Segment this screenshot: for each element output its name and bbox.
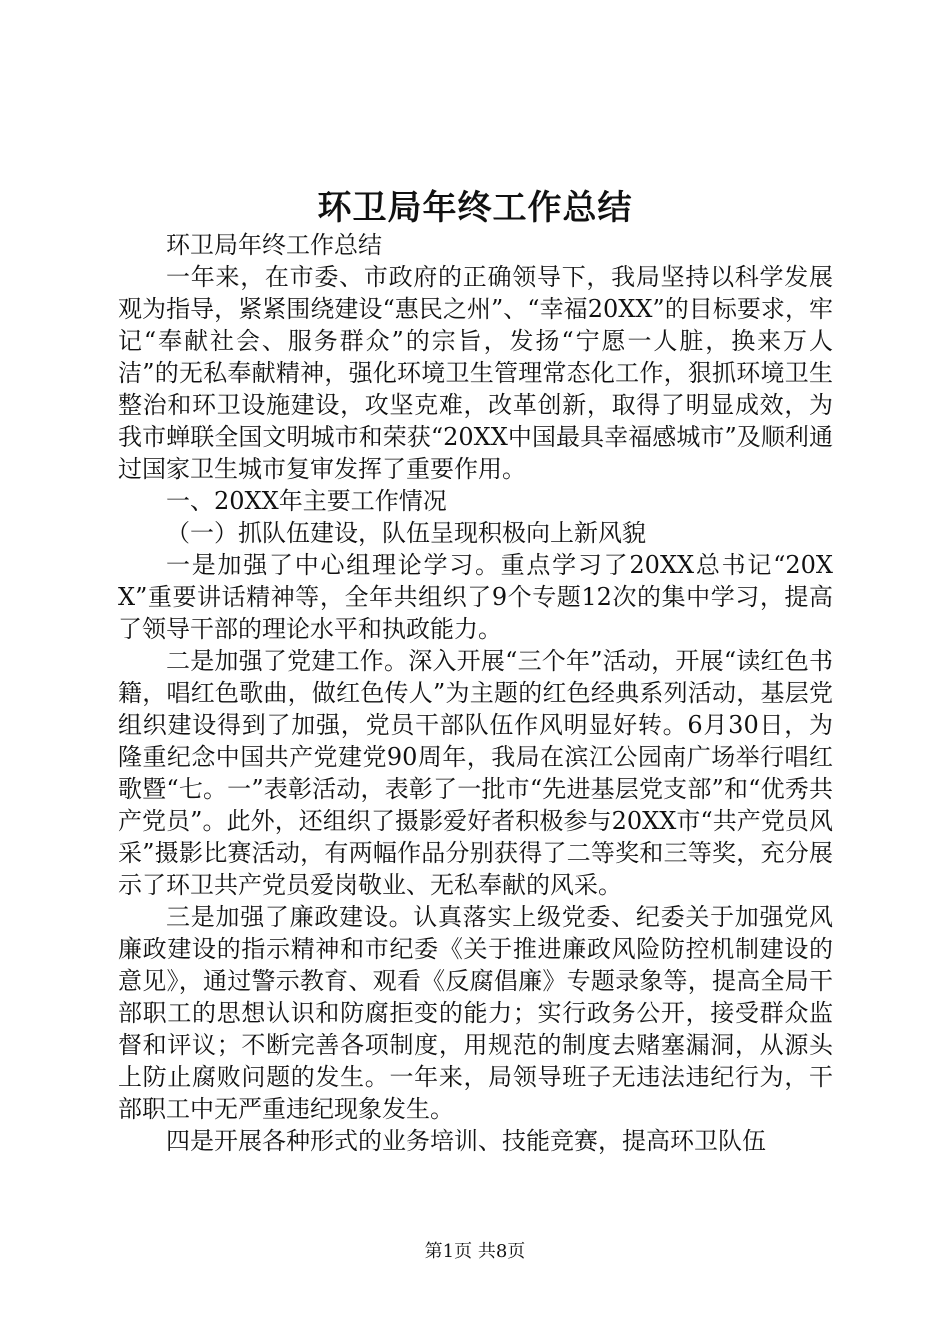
subtitle-paragraph: 环卫局年终工作总结	[166, 231, 382, 259]
subsection-heading: （一）抓队伍建设，队伍呈现积极向上新风貌	[166, 519, 646, 547]
body-paragraph: 四是开展各种形式的业务培训、技能竞赛，提高环卫队伍	[166, 1127, 766, 1155]
body-paragraph: 三是加强了廉政建设。认真落实上级党委、纪委关于加强党风廉政建设的指示精神和市纪委《关于推进廉政风险防控机制建设的意见》，通过警示教育、观看《反腐倡廉》专题录象等，提高全局干部职工的思想认识和防腐拒变的能力；实行政务公开，接受群众监督和评议；不断完善各项制度，用规范的制度去赌塞漏洞，从源头上防止腐败问题的发生。一年来，局领导班子无违法违纪行为，干部职工中无严重违纪现象发生。	[118, 903, 833, 1123]
intro-paragraph: 一年来，在市委、市政府的正确领导下，我局坚持以科学发展观为指导，紧紧围绕建设“惠民之州”、“幸福20XX”的目标要求，牢记“奉献社会、服务群众”的宗旨，发扬“宁愿一人脏，换来万人洁”的无私奉献精神，强化环境卫生管理常态化工作，狠抓环境卫生整治和环卫设施建设，攻坚克难，改革创新，取得了明显成效，为我市蝉联全国文明城市和荣获“20XX中国最具幸福感城市”及顺利通过国家卫生城市复审发挥了重要作用。	[118, 263, 833, 483]
body-paragraph: 一是加强了中心组理论学习。重点学习了20XX总书记“20XX”重要讲话精神等，全年共组织了9个专题12次的集中学习，提高了领导干部的理论水平和执政能力。	[118, 551, 833, 643]
document-body	[118, 229, 833, 1157]
page-number-footer: 第1页 共8页	[424, 1241, 526, 1262]
section-heading: 一、20XX年主要工作情况	[166, 487, 447, 515]
body-paragraph: 二是加强了党建工作。深入开展“三个年”活动，开展“读红色书籍，唱红色歌曲，做红色传人”为主题的红色经典系列活动，基层党组织建设得到了加强，党员干部队伍作风明显好转。6月30日，为隆重纪念中国共产党建党90周年，我局在滨江公园南广场举行唱红歌暨“七。一”表彰活动，表彰了一批市“先进基层党支部”和“优秀共产党员”。此外，还组织了摄影爱好者积极参与20XX市“共产党员风采”摄影比赛活动，有两幅作品分别获得了二等奖和三等奖，充分展示了环卫共产党员爱岗敬业、无私奉献的风采。	[118, 647, 833, 899]
document-title: 环卫局年终工作总结	[317, 188, 633, 228]
